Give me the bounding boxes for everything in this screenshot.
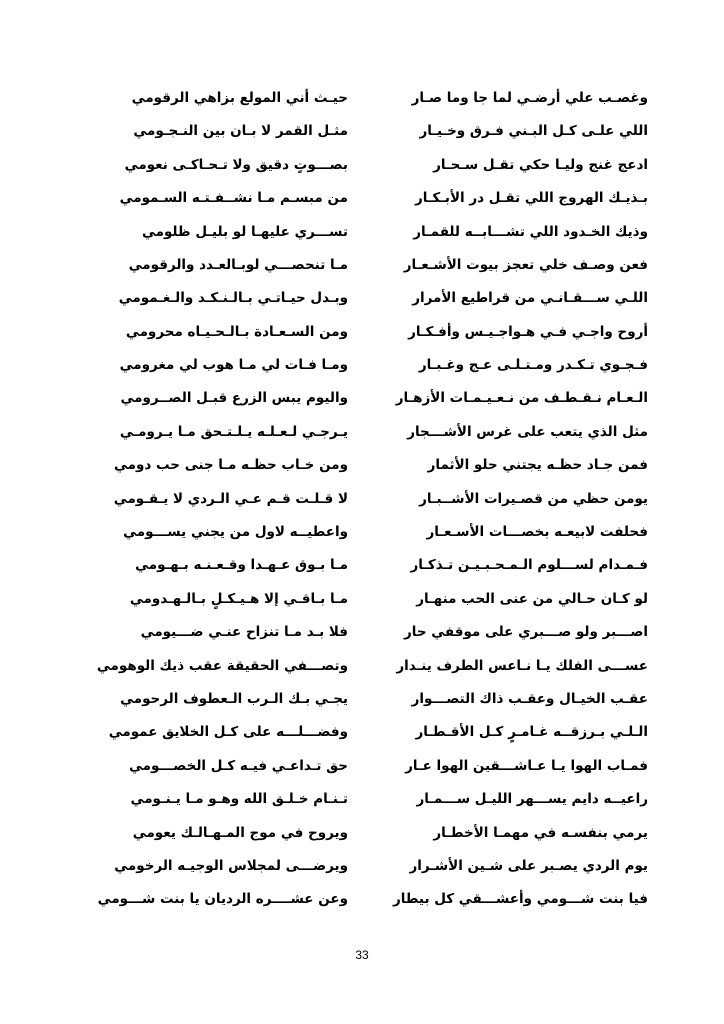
first-hemistich: وذيك الخـدود اللي تشـــابــه للقمـار bbox=[413, 223, 648, 240]
poem-line bbox=[88, 249, 648, 282]
poem-line bbox=[88, 483, 648, 516]
second-hemistich: يـرجـي لـعـلـه يـلـتـحق مـا يـرومـي bbox=[119, 423, 348, 440]
poem-line bbox=[88, 783, 648, 816]
poem-line bbox=[88, 750, 648, 783]
poem-line bbox=[88, 516, 648, 549]
first-hemistich: فمن جـاد حظـه يجتني حلو الأثمار bbox=[427, 457, 648, 474]
poem-line bbox=[88, 149, 648, 182]
poem-line bbox=[88, 349, 648, 382]
second-hemistich: وعن عشــــره الرديان يا بنت شـــومي bbox=[97, 891, 348, 908]
second-hemistich: ومن خـاب حظـه مـا جنى حب دومي bbox=[113, 457, 348, 474]
second-hemistich: فلا بـد مـا تنزاح عنـي ضـــيومي bbox=[140, 624, 348, 641]
poem-line bbox=[88, 316, 648, 349]
poem-line bbox=[88, 549, 648, 582]
poem-line bbox=[88, 416, 648, 449]
poem-line bbox=[88, 616, 648, 649]
second-hemistich: ويرضـــى لمجلاس الوجيـه الرخومي bbox=[114, 857, 348, 874]
first-hemistich: أروح واجـي فـي هـواجـيـس وأفـكـار bbox=[408, 323, 648, 340]
first-hemistich: فمـاب الهوا يـا عـاشـــقين الهوا عـار bbox=[405, 757, 648, 774]
first-hemistich: راعيــه دايم يســـهر الليـل ســـمـار bbox=[416, 791, 648, 808]
first-hemistich: الـلـي بـرزقــه غـامـرٍ كـل الأقـطـار bbox=[415, 724, 648, 741]
second-hemistich: ويروح في موج المـهـالـك يعومي bbox=[132, 824, 348, 841]
second-hemistich: يجـي بـك الـرب الـعطوف الرحومي bbox=[120, 690, 348, 707]
poem-line bbox=[88, 650, 648, 683]
first-hemistich: عســـى الفلك يـا نـاعس الطرف ينـدار bbox=[396, 657, 648, 674]
first-hemistich: عقـب الخيـال وعقـب ذاك التصـــوار bbox=[411, 690, 648, 707]
second-hemistich: من مبسـم مـا نشــفـتـه السـمومي bbox=[119, 190, 348, 207]
second-hemistich: مـا تنحصـــي لوبـالعـدد والرقومي bbox=[128, 256, 348, 273]
page-number: 33 bbox=[355, 948, 369, 962]
first-hemistich: فـمـدام لســـلوم الـمـحـبـيـن تـذكـار bbox=[410, 557, 648, 574]
first-hemistich: يوم الردي يصـبر على شـين الأشـرار bbox=[409, 857, 648, 874]
first-hemistich: اللـي ســـقـانـي من قراطيع الأمرار bbox=[412, 290, 648, 307]
poem-line bbox=[88, 716, 648, 749]
first-hemistich: اصـــبر ولو صـــبري على موقفي حار bbox=[403, 624, 648, 641]
first-hemistich: يومن حظي من قصـيرات الأشــبـار bbox=[419, 490, 648, 507]
first-hemistich: مثل الذي يتعب على غرس الأشـــجار bbox=[407, 423, 648, 440]
poem-line bbox=[88, 850, 648, 883]
second-hemistich: حيـث أني المولع بزاهي الرقومي bbox=[131, 89, 348, 106]
second-hemistich: حق تـداعـي فيـه كـل الخصـــومي bbox=[128, 757, 348, 774]
second-hemistich: واعطيــه لاول من يجني يســـومي bbox=[123, 524, 348, 541]
poem-line bbox=[88, 216, 648, 249]
poem-line bbox=[88, 583, 648, 616]
poem-line bbox=[88, 182, 648, 215]
poem-line bbox=[88, 683, 648, 716]
first-hemistich: اللي علـى كـل البـني فـرق وخـيـار bbox=[419, 123, 648, 140]
first-hemistich: فـجـوي تـكـدر ومـتـلـى عـج وغـبـار bbox=[418, 357, 648, 374]
first-hemistich: بـذيـك الهروج اللي تقـل در الأبـكـار bbox=[414, 190, 648, 207]
first-hemistich: فعن وصـف خلي تعجز بيوت الأشـعـار bbox=[403, 256, 648, 273]
second-hemistich: تســـري عليهـا لو بليـل ظلومي bbox=[141, 223, 348, 240]
second-hemistich: واليوم يبس الزرع قبـل الصــرومي bbox=[120, 390, 348, 407]
second-hemistich: مـا بـاقـي إلا هـيـكـلٍ بـالـهـدومي bbox=[129, 590, 348, 607]
first-hemistich: لو كـان حـالي من عنى الحب منهـار bbox=[416, 590, 648, 607]
second-hemistich: ومن السـعـادة بـالـحـيـاه محرومي bbox=[125, 323, 348, 340]
second-hemistich: ومـا فـات لي مـا هوب لي مغرومي bbox=[119, 357, 348, 374]
first-hemistich: يرمي بنفسـه في مهمـا الأخطـار bbox=[433, 824, 648, 841]
second-hemistich: مـا بـوق عـهـدا وقـعـنـه بـهـومي bbox=[135, 557, 348, 574]
poem-line bbox=[88, 282, 648, 315]
first-hemistich: ادعج غنج وليـا حكي تقـل سـحـار bbox=[433, 156, 648, 173]
second-hemistich: لا قـلـت قـم عـي الـردي لا يـقـومي bbox=[113, 490, 348, 507]
poem-line bbox=[88, 817, 648, 850]
second-hemistich: بصـــوتٍ دقيق ولا تـحـاكـى نعومي bbox=[124, 156, 348, 173]
poem-line bbox=[88, 449, 648, 482]
second-hemistich: وتصـــفي الحقيقة عقب ذيك الوهومي bbox=[96, 657, 348, 674]
second-hemistich: وبـدل حيـاتـي بـالـنـكـد والـغـمومي bbox=[118, 290, 348, 307]
poem-line bbox=[88, 883, 648, 916]
second-hemistich: تـنـام خـلـق الله وهـو مـا يـنـومي bbox=[130, 791, 348, 808]
first-hemistich: فيا بنت شـــومي وأعشـــقي كل بيطار bbox=[392, 891, 648, 908]
poem-line bbox=[88, 383, 648, 416]
second-hemistich: مثـل القمر لا بـان بين النـجـومي bbox=[133, 123, 348, 140]
poem-line bbox=[88, 82, 648, 115]
poem-line bbox=[88, 115, 648, 148]
second-hemistich: وفضـــلـــه على كـل الخلايق عمومي bbox=[108, 724, 348, 741]
first-hemistich: الـعـام نـقـطـف من نـعـيـمـات الأزهـار bbox=[395, 390, 648, 407]
first-hemistich: وغصـب علي أرضـي لما جا وما صـار bbox=[411, 89, 648, 106]
poem-body bbox=[88, 82, 648, 917]
first-hemistich: فحلفت لابيعـه بخصـــات الأسـعـار bbox=[426, 524, 648, 541]
